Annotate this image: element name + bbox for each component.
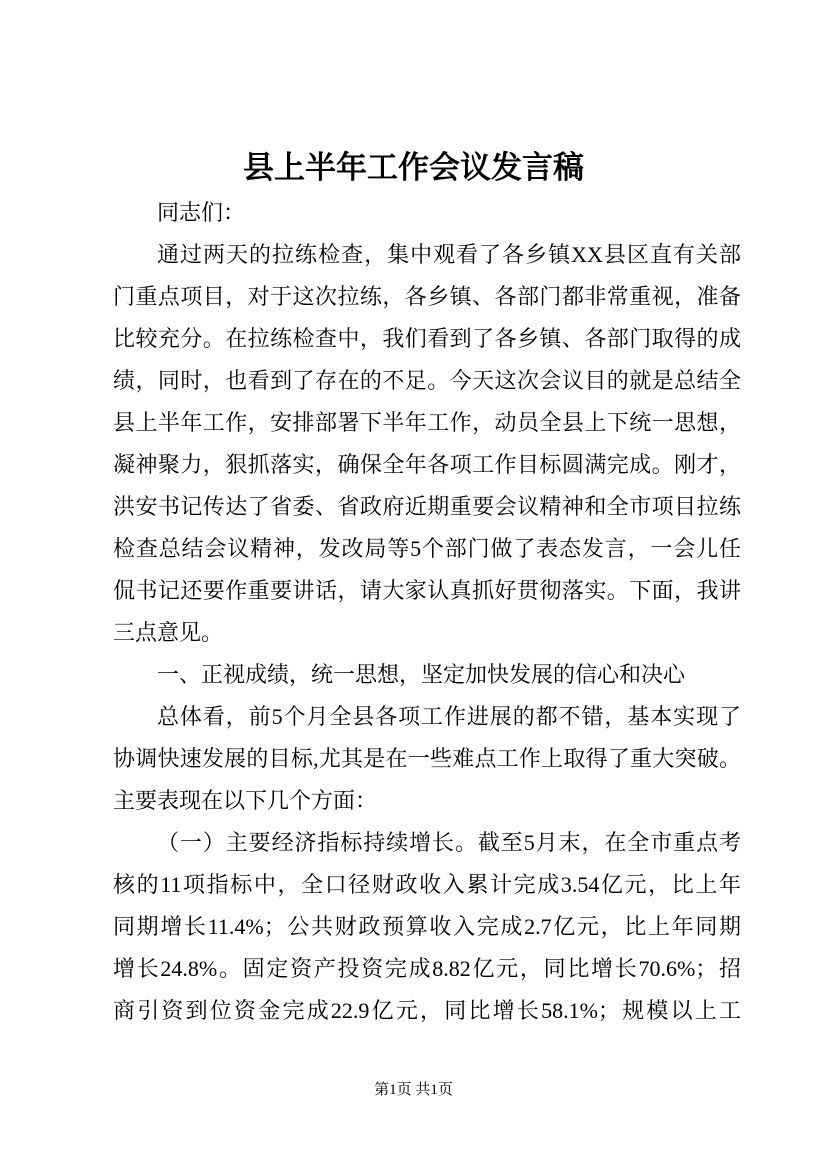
body-line: 增长24.8%。固定资产投资完成8.82亿元，同比增长70.6%；招 — [113, 956, 741, 981]
paragraph-overview — [113, 696, 741, 822]
body-line: 凝神聚力，狠抓落实，确保全年各项工作目标圆满完成。刚才， — [113, 452, 741, 477]
body-line: 协调快速发展的目标,尤其是在一些难点工作上取得了重大突破。 — [113, 746, 741, 771]
body-line: 同期增长11.4%；公共财政预算收入完成2.7亿元，比上年同期 — [113, 914, 741, 939]
body-line: （一）主要经济指标持续增长。截至5月末，在全市重点考 — [157, 830, 741, 855]
body-line: 县上半年工作，安排部署下半年工作，动员全县上下统一思想， — [113, 410, 741, 435]
section-heading-line: 一、正视成绩，统一思想，坚定加快发展的信心和决心 — [157, 662, 686, 687]
body-line: 主要表现在以下几个方面： — [113, 788, 378, 813]
document-body — [113, 192, 741, 1032]
body-line: 侃书记还要作重要讲话，请大家认真抓好贯彻落实。下面，我讲 — [113, 578, 741, 603]
body-line: 比较充分。在拉练检查中，我们看到了各乡镇、各部门取得的成 — [113, 326, 741, 351]
paragraph-introduction — [113, 234, 741, 654]
body-line: 检查总结会议精神，发改局等5个部门做了表态发言，一会儿任 — [113, 536, 741, 561]
section-heading — [113, 654, 741, 696]
body-line: 洪安书记传达了省委、省政府近期重要会议精神和全市项目拉练 — [113, 494, 741, 519]
paragraph-salutation — [113, 192, 741, 234]
body-line: 三点意见。 — [113, 620, 224, 645]
body-line: 商引资到位资金完成22.9亿元，同比增长58.1%；规模以上工 — [113, 998, 741, 1023]
body-line: 绩，同时，也看到了存在的不足。今天这次会议目的就是总结全 — [113, 368, 741, 393]
page-number-footer: 第1页 共1页 — [374, 1082, 453, 1098]
paragraph-economic-indicators — [113, 822, 741, 1032]
document-title: 县上半年工作会议发言稿 — [243, 150, 584, 185]
body-line: 核的11项指标中，全口径财政收入累计完成3.54亿元，比上年 — [113, 872, 741, 897]
body-line: 通过两天的拉练检查，集中观看了各乡镇XX县区直有关部 — [157, 242, 741, 267]
body-line: 同志们： — [157, 200, 246, 225]
body-line: 总体看，前5个月全县各项工作进展的都不错，基本实现了 — [157, 704, 741, 729]
body-line: 门重点项目，对于这次拉练，各乡镇、各部门都非常重视，准备 — [113, 284, 741, 309]
